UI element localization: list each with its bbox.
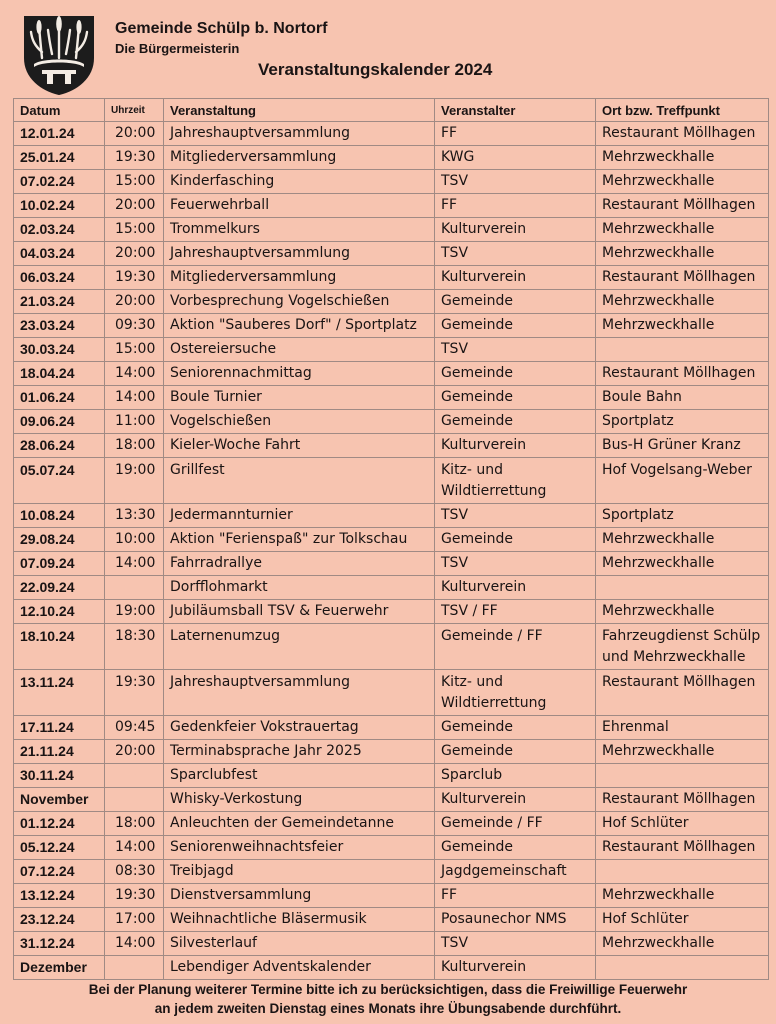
cell-location: Mehrzweckhalle	[596, 218, 769, 242]
table-row	[14, 956, 769, 980]
cell-event: Dorfflohmarkt	[164, 576, 435, 600]
cell-event: Feuerwehrball	[164, 194, 435, 218]
cell-location	[596, 860, 769, 884]
cell-event: Whisky-Verkostung	[164, 788, 435, 812]
cell-location: Sportplatz	[596, 504, 769, 528]
cell-time: 14:00	[105, 552, 164, 576]
cell-location: Hof Schlüter	[596, 908, 769, 932]
cell-location: Mehrzweckhalle	[596, 290, 769, 314]
column-header-organizer: Veranstalter	[435, 99, 596, 122]
cell-location: Restaurant Möllhagen	[596, 266, 769, 290]
cell-location: Mehrzweckhalle	[596, 884, 769, 908]
cell-date: 28.06.24	[14, 434, 105, 458]
table-row	[14, 434, 769, 458]
cell-event: Jahreshauptversammlung	[164, 122, 435, 146]
cell-time: 19:30	[105, 670, 164, 716]
cell-date: 21.03.24	[14, 290, 105, 314]
table-row	[14, 362, 769, 386]
cell-organizer: Kulturverein	[435, 956, 596, 980]
cell-date: 01.06.24	[14, 386, 105, 410]
table-row	[14, 338, 769, 362]
cell-organizer: Kulturverein	[435, 788, 596, 812]
cell-date: 04.03.24	[14, 242, 105, 266]
cell-organizer: Gemeinde	[435, 740, 596, 764]
cell-date: 23.03.24	[14, 314, 105, 338]
cell-date: 30.03.24	[14, 338, 105, 362]
column-header-location: Ort bzw. Treffpunkt	[596, 99, 769, 122]
cell-event: Mitgliederversammlung	[164, 146, 435, 170]
cell-event: Ostereiersuche	[164, 338, 435, 362]
cell-organizer: Gemeinde / FF	[435, 812, 596, 836]
municipality-name: Gemeinde Schülp b. Nortorf	[115, 20, 328, 37]
table-row	[14, 908, 769, 932]
footer-line-2: an jedem zweiten Dienstag eines Monats ihre Übungsabende durchführt.	[154, 1001, 622, 1016]
cell-event: Boule Turnier	[164, 386, 435, 410]
cell-event: Weihnachtliche Bläsermusik	[164, 908, 435, 932]
cell-date: 21.11.24	[14, 740, 105, 764]
cell-time	[105, 788, 164, 812]
table-row	[14, 386, 769, 410]
cell-location: Fahrzeugdienst Schülp und Mehrzweckhalle	[596, 624, 769, 670]
cell-event: Trommelkurs	[164, 218, 435, 242]
cell-event: Kieler-Woche Fahrt	[164, 434, 435, 458]
cell-location: Restaurant Möllhagen	[596, 670, 769, 716]
cell-time: 08:30	[105, 860, 164, 884]
cell-time: 13:30	[105, 504, 164, 528]
cell-organizer: Kulturverein	[435, 576, 596, 600]
table-row	[14, 458, 769, 504]
cell-organizer: TSV / FF	[435, 600, 596, 624]
cell-event: Gedenkfeier Vokstrauertag	[164, 716, 435, 740]
cell-date: 25.01.24	[14, 146, 105, 170]
coat-of-arms-icon	[22, 14, 96, 96]
cell-location: Mehrzweckhalle	[596, 740, 769, 764]
events-table	[13, 98, 769, 980]
cell-date: 30.11.24	[14, 764, 105, 788]
table-row	[14, 528, 769, 552]
cell-location: Ehrenmal	[596, 716, 769, 740]
cell-time: 09:30	[105, 314, 164, 338]
cell-event: Lebendiger Adventskalender	[164, 956, 435, 980]
table-row	[14, 576, 769, 600]
cell-time: 20:00	[105, 242, 164, 266]
cell-time: 15:00	[105, 170, 164, 194]
cell-organizer: TSV	[435, 170, 596, 194]
cell-organizer: Gemeinde	[435, 362, 596, 386]
cell-location	[596, 764, 769, 788]
cell-time: 19:00	[105, 458, 164, 504]
cell-location: Sportplatz	[596, 410, 769, 434]
cell-organizer: FF	[435, 122, 596, 146]
table-row	[14, 932, 769, 956]
table-row	[14, 600, 769, 624]
cell-time: 20:00	[105, 122, 164, 146]
cell-time: 20:00	[105, 194, 164, 218]
cell-organizer: Kulturverein	[435, 218, 596, 242]
cell-event: Jahreshauptversammlung	[164, 242, 435, 266]
cell-organizer: Kitz- und Wildtierrettung	[435, 670, 596, 716]
cell-date: November	[14, 788, 105, 812]
cell-time: 20:00	[105, 290, 164, 314]
column-header-date: Datum	[14, 99, 105, 122]
cell-time: 14:00	[105, 932, 164, 956]
column-header-time: Uhrzeit	[105, 99, 164, 122]
cell-time	[105, 576, 164, 600]
table-header-row	[14, 99, 769, 122]
cell-location: Boule Bahn	[596, 386, 769, 410]
cell-organizer: Kulturverein	[435, 266, 596, 290]
cell-organizer: TSV	[435, 242, 596, 266]
cell-organizer: TSV	[435, 552, 596, 576]
cell-time: 11:00	[105, 410, 164, 434]
cell-location	[596, 956, 769, 980]
table-row	[14, 860, 769, 884]
footer-note	[0, 980, 776, 1018]
cell-time: 19:30	[105, 884, 164, 908]
cell-organizer: Gemeinde	[435, 836, 596, 860]
table-row	[14, 122, 769, 146]
cell-location: Hof Schlüter	[596, 812, 769, 836]
cell-organizer: Gemeinde	[435, 386, 596, 410]
cell-event: Mitgliederversammlung	[164, 266, 435, 290]
cell-time: 18:30	[105, 624, 164, 670]
cell-organizer: Gemeinde	[435, 314, 596, 338]
table-row	[14, 764, 769, 788]
cell-date: 07.02.24	[14, 170, 105, 194]
cell-time: 19:00	[105, 600, 164, 624]
cell-date: 12.10.24	[14, 600, 105, 624]
cell-event: Aktion "Ferienspaß" zur Tolkschau	[164, 528, 435, 552]
cell-date: 02.03.24	[14, 218, 105, 242]
cell-event: Dienstversammlung	[164, 884, 435, 908]
cell-organizer: Gemeinde	[435, 716, 596, 740]
cell-date: 18.10.24	[14, 624, 105, 670]
cell-event: Vorbesprechung Vogelschießen	[164, 290, 435, 314]
table-row	[14, 670, 769, 716]
cell-organizer: TSV	[435, 504, 596, 528]
cell-location: Restaurant Möllhagen	[596, 194, 769, 218]
cell-location: Mehrzweckhalle	[596, 552, 769, 576]
cell-time: 15:00	[105, 338, 164, 362]
cell-time	[105, 764, 164, 788]
cell-organizer: Gemeinde	[435, 290, 596, 314]
cell-organizer: TSV	[435, 338, 596, 362]
cell-location: Mehrzweckhalle	[596, 600, 769, 624]
events-table-body	[14, 122, 769, 980]
table-row	[14, 740, 769, 764]
cell-organizer: Posaunechor NMS	[435, 908, 596, 932]
table-row	[14, 552, 769, 576]
cell-time: 10:00	[105, 528, 164, 552]
cell-time: 18:00	[105, 434, 164, 458]
table-row	[14, 410, 769, 434]
cell-location	[596, 338, 769, 362]
cell-organizer: Kulturverein	[435, 434, 596, 458]
table-row	[14, 836, 769, 860]
cell-organizer: KWG	[435, 146, 596, 170]
cell-location: Mehrzweckhalle	[596, 146, 769, 170]
cell-date: 10.02.24	[14, 194, 105, 218]
cell-date: 18.04.24	[14, 362, 105, 386]
column-header-event: Veranstaltung	[164, 99, 435, 122]
cell-location: Restaurant Möllhagen	[596, 122, 769, 146]
cell-date: 13.12.24	[14, 884, 105, 908]
cell-event: Terminabsprache Jahr 2025	[164, 740, 435, 764]
table-row	[14, 218, 769, 242]
table-row	[14, 242, 769, 266]
cell-time: 18:00	[105, 812, 164, 836]
cell-organizer: Gemeinde	[435, 528, 596, 552]
cell-event: Anleuchten der Gemeindetanne	[164, 812, 435, 836]
cell-time: 14:00	[105, 836, 164, 860]
table-row	[14, 170, 769, 194]
cell-date: 17.11.24	[14, 716, 105, 740]
cell-event: Jedermannturnier	[164, 504, 435, 528]
cell-time: 19:30	[105, 266, 164, 290]
table-row	[14, 812, 769, 836]
cell-location: Restaurant Möllhagen	[596, 362, 769, 386]
page-title: Veranstaltungskalender 2024	[258, 60, 493, 79]
cell-time: 15:00	[105, 218, 164, 242]
cell-location: Restaurant Möllhagen	[596, 788, 769, 812]
table-row	[14, 266, 769, 290]
cell-event: Jubiläumsball TSV & Feuerwehr	[164, 600, 435, 624]
cell-location: Mehrzweckhalle	[596, 528, 769, 552]
cell-location: Mehrzweckhalle	[596, 314, 769, 338]
cell-event: Laternenumzug	[164, 624, 435, 670]
cell-date: 23.12.24	[14, 908, 105, 932]
cell-location: Mehrzweckhalle	[596, 932, 769, 956]
table-row	[14, 146, 769, 170]
cell-organizer: Jagdgemeinschaft	[435, 860, 596, 884]
cell-date: 22.09.24	[14, 576, 105, 600]
cell-date: 05.12.24	[14, 836, 105, 860]
cell-event: Treibjagd	[164, 860, 435, 884]
cell-location	[596, 576, 769, 600]
cell-date: 07.12.24	[14, 860, 105, 884]
cell-time: 14:00	[105, 386, 164, 410]
table-row	[14, 788, 769, 812]
cell-time: 20:00	[105, 740, 164, 764]
cell-event: Silvesterlauf	[164, 932, 435, 956]
cell-date: 01.12.24	[14, 812, 105, 836]
cell-date: 07.09.24	[14, 552, 105, 576]
cell-location: Hof Vogelsang-Weber	[596, 458, 769, 504]
cell-date: 29.08.24	[14, 528, 105, 552]
cell-organizer: Kitz- und Wildtierrettung	[435, 458, 596, 504]
cell-date: Dezember	[14, 956, 105, 980]
cell-organizer: Sparclub	[435, 764, 596, 788]
cell-location: Mehrzweckhalle	[596, 242, 769, 266]
cell-event: Kinderfasching	[164, 170, 435, 194]
table-row	[14, 290, 769, 314]
cell-date: 09.06.24	[14, 410, 105, 434]
cell-time: 09:45	[105, 716, 164, 740]
cell-event: Seniorennachmittag	[164, 362, 435, 386]
cell-date: 10.08.24	[14, 504, 105, 528]
cell-organizer: Gemeinde / FF	[435, 624, 596, 670]
cell-event: Grillfest	[164, 458, 435, 504]
cell-event: Seniorenweihnachtsfeier	[164, 836, 435, 860]
table-row	[14, 504, 769, 528]
office-title: Die Bürgermeisterin	[115, 41, 240, 56]
cell-organizer: FF	[435, 884, 596, 908]
cell-time: 14:00	[105, 362, 164, 386]
table-row	[14, 194, 769, 218]
cell-time	[105, 956, 164, 980]
cell-date: 13.11.24	[14, 670, 105, 716]
cell-time: 17:00	[105, 908, 164, 932]
cell-location: Restaurant Möllhagen	[596, 836, 769, 860]
cell-organizer: TSV	[435, 932, 596, 956]
cell-location: Bus-H Grüner Kranz	[596, 434, 769, 458]
cell-organizer: Gemeinde	[435, 410, 596, 434]
cell-event: Fahrradrallye	[164, 552, 435, 576]
table-row	[14, 884, 769, 908]
cell-event: Vogelschießen	[164, 410, 435, 434]
cell-event: Aktion "Sauberes Dorf" / Sportplatz	[164, 314, 435, 338]
cell-date: 05.07.24	[14, 458, 105, 504]
cell-event: Sparclubfest	[164, 764, 435, 788]
cell-event: Jahreshauptversammlung	[164, 670, 435, 716]
cell-location: Mehrzweckhalle	[596, 170, 769, 194]
cell-organizer: FF	[435, 194, 596, 218]
cell-date: 31.12.24	[14, 932, 105, 956]
cell-time: 19:30	[105, 146, 164, 170]
cell-date: 12.01.24	[14, 122, 105, 146]
cell-date: 06.03.24	[14, 266, 105, 290]
table-row	[14, 314, 769, 338]
table-row	[14, 716, 769, 740]
footer-line-1: Bei der Planung weiterer Termine bitte ich zu berücksichtigen, dass die Freiwillige Feuerwehr	[88, 982, 688, 997]
table-row	[14, 624, 769, 670]
